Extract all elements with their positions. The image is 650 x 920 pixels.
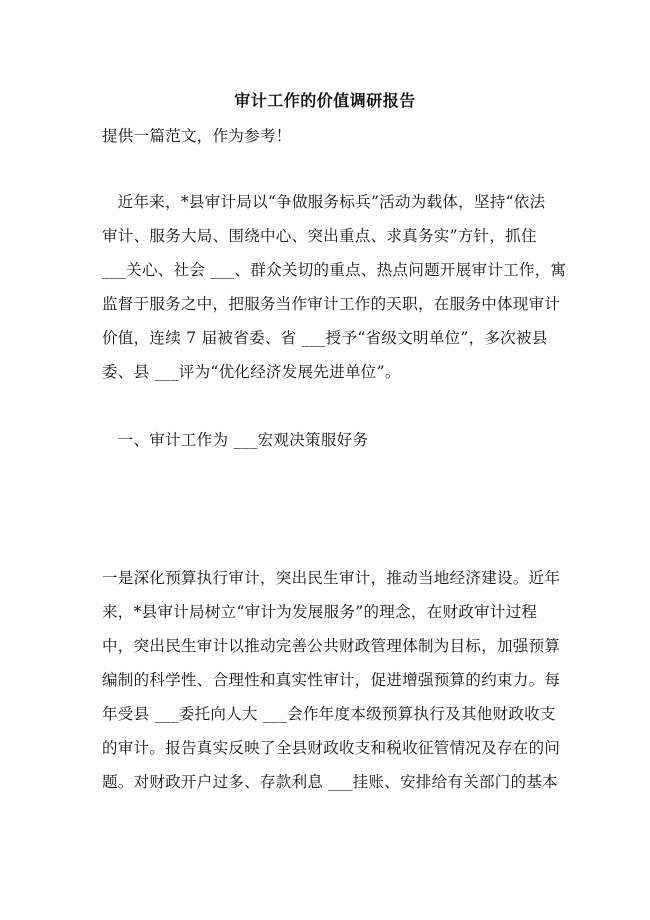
paragraph2-line-5: 年受县 ___委托向人大 ___会作年度本级预算执行及其他财政收支: [102, 705, 556, 723]
section-heading-1: 一、审计工作为 ___宏观决策服好务: [102, 431, 369, 449]
paragraph2-line-2: 来，*县审计局树立“审计为发展服务”的理念，在财政审计过程: [102, 603, 538, 621]
intro-line: 提供一篇范文，作为参考！: [102, 127, 292, 145]
paragraph2-line-6: 的审计。报告真实反映了全县财政收支和税收征管情况及存在的问: [102, 739, 561, 757]
paragraph1-line-3: ___关心、社会 ___、群众关切的重点、热点问题开展审计工作，寓: [102, 261, 567, 279]
paragraph1-line-6: 委、县 ___评为“优化经济发展先进单位”。: [102, 363, 401, 381]
paragraph2-line-1: 一是深化预算执行审计，突出民生审计，推动当地经济建设。近年: [102, 569, 561, 587]
paragraph1-line-1: 近年来，*县审计局以“争做服务标兵”活动为载体，坚持“依法: [102, 193, 546, 211]
paragraph2-line-3: 中，突出民生审计以推动完善公共财政管理体制为目标，加强预算: [102, 637, 561, 655]
paragraph1-line-2: 审计、服务大局、围绕中心、突出重点、求真务实”方针，抓住: [102, 227, 537, 245]
paragraph2-line-4: 编制的科学性、合理性和真实性审计，促进增强预算的约束力。每: [102, 671, 561, 689]
paragraph2-line-7: 题。对财政开户过多、存款利息 ___挂账、安排给有关部门的基本: [102, 773, 558, 791]
document-title: 审计工作的价值调研报告: [234, 91, 416, 110]
paragraph1-line-4: 监督于服务之中，把服务当作审计工作的天职，在服务中体现审计: [102, 295, 561, 313]
paragraph1-line-5: 价值，连续 7 届被省委、省 ___授予“省级文明单位”，多次被县: [102, 329, 548, 347]
